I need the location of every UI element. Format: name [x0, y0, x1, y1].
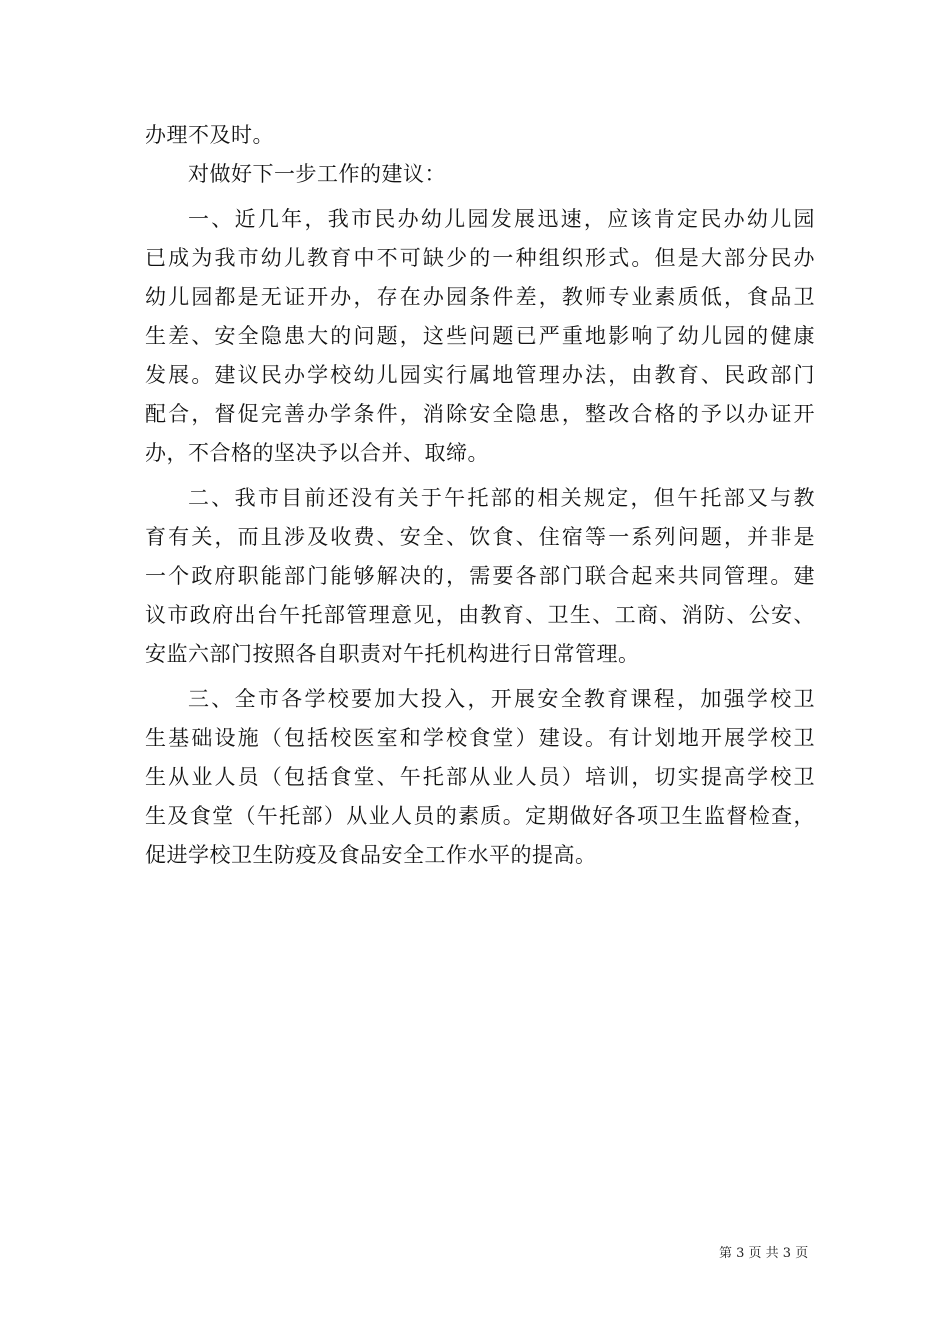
- paragraph-line: 配合，督促完善办学条件，消除安全隐患，整改合格的予以办证开: [145, 402, 815, 426]
- paragraph-line: 发展。建议民办学校幼儿园实行属地管理办法，由教育、民政部门: [145, 363, 815, 387]
- paragraph: [145, 680, 815, 875]
- paragraph-line: 幼儿园都是无证开办，存在办园条件差，教师专业素质低，食品卫: [145, 285, 815, 309]
- paragraph: [145, 200, 815, 473]
- page-number: 第 3 页 共 3 页: [719, 1246, 809, 1261]
- paragraph: [145, 116, 815, 155]
- paragraph-line: 一、近几年，我市民办幼儿园发展迅速，应该肯定民办幼儿园: [188, 207, 815, 231]
- paragraph-line: 生从业人员（包括食堂、午托部从业人员）培训，切实提高学校卫: [145, 765, 815, 789]
- paragraph-line: 二、我市目前还没有关于午托部的相关规定，但午托部又与教: [188, 486, 815, 510]
- paragraph-line: 生及食堂（午托部）从业人员的素质。定期做好各项卫生监督检查，: [145, 804, 815, 828]
- paragraph-line: 已成为我市幼儿教育中不可缺少的一种组织形式。但是大部分民办: [145, 246, 815, 270]
- paragraph-line: 安监六部门按照各自职责对午托机构进行日常管理。: [145, 642, 640, 666]
- document-body: [145, 116, 815, 875]
- paragraph-line: 一个政府职能部门能够解决的，需要各部门联合起来共同管理。建: [145, 564, 815, 588]
- paragraph-line: 育有关，而且涉及收费、安全、饮食、住宿等一系列问题，并非是: [145, 525, 815, 549]
- paragraph-line: 促进学校卫生防疫及食品安全工作水平的提高。: [145, 843, 597, 867]
- paragraph-line: 办理不及时。: [145, 123, 274, 147]
- paragraph-line: 生基础设施（包括校医室和学校食堂）建设。有计划地开展学校卫: [145, 726, 815, 750]
- paragraph-line: 对做好下一步工作的建议：: [188, 162, 446, 186]
- paragraph-line: 三、全市各学校要加大投入，开展安全教育课程，加强学校卫: [188, 687, 815, 711]
- paragraph-line: 议市政府出台午托部管理意见，由教育、卫生、工商、消防、公安、: [145, 603, 815, 627]
- paragraph-line: 办，不合格的坚决予以合并、取缔。: [145, 441, 489, 465]
- paragraph: [145, 479, 815, 674]
- paragraph-line: 生差、安全隐患大的问题，这些问题已严重地影响了幼儿园的健康: [145, 324, 815, 348]
- paragraph: [145, 155, 815, 194]
